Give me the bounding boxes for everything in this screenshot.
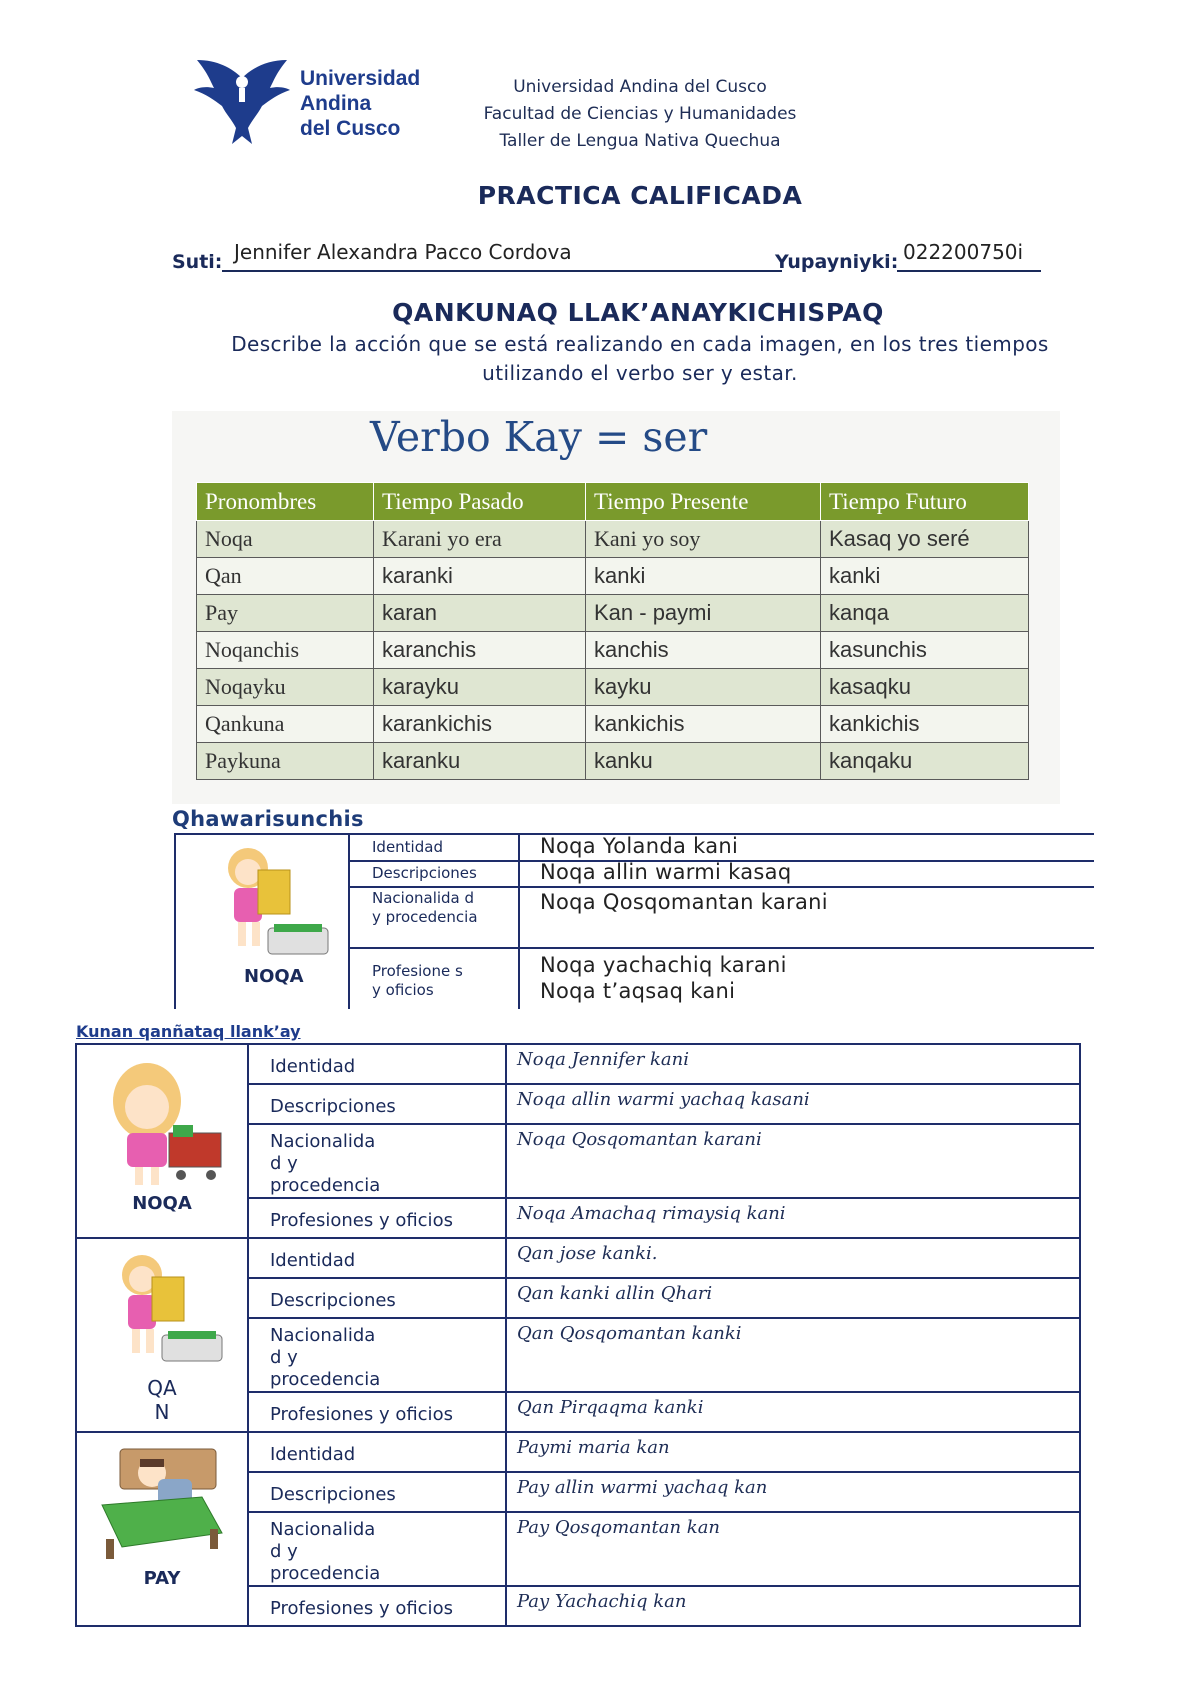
picture-caption: PAY <box>143 1568 181 1589</box>
example-row-value-2: Noqa t’aqsaq kani <box>540 979 736 1003</box>
past-cell: karayku <box>374 669 586 706</box>
example-row-label: Identidad <box>372 838 443 856</box>
pronoun-cell: Noqanchis <box>197 632 374 669</box>
row-label: Nacionalida d y procedencia <box>248 1512 506 1586</box>
future-cell: kankichis <box>821 706 1029 743</box>
table-row <box>197 669 1029 706</box>
logo-line-2: Andina <box>300 92 372 115</box>
table-row <box>76 1432 1080 1472</box>
page-title: PRACTICA CALIFICADA <box>477 181 803 210</box>
answer-field[interactable]: Noqa Jennifer kani <box>506 1044 1080 1084</box>
code-label: Yupayniyki: <box>775 251 899 273</box>
example-row-value: Noqa Yolanda kani <box>540 834 739 858</box>
future-cell: kasaqku <box>821 669 1029 706</box>
faculty-name: Facultad de Ciencias y Humanidades <box>483 104 797 124</box>
header-futuro: Tiempo Futuro <box>821 483 1029 521</box>
future-form: Kasaq yo seré <box>829 526 970 551</box>
future-cell: kasunchis <box>821 632 1029 669</box>
table-row <box>197 558 1029 595</box>
example-illustration <box>198 840 338 969</box>
pronoun-cell: Qan <box>197 558 374 595</box>
present-cell: kanki <box>586 558 821 595</box>
section-title: QANKUNAQ LLAK’ANAYKICHISPAQ <box>392 298 884 327</box>
row-label: Profesiones y oficios <box>248 1586 506 1626</box>
girl-folding-clothes-icon <box>92 1247 232 1372</box>
example-row-value: Noqa allin warmi kasaq <box>540 860 792 884</box>
answer-field[interactable]: Pay Qosqomantan kan <box>506 1512 1080 1586</box>
row-label: Descripciones <box>248 1278 506 1318</box>
answer-field[interactable]: Pay allin warmi yachaq kan <box>506 1472 1080 1512</box>
answer-field[interactable]: Qan jose kanki. <box>506 1238 1080 1278</box>
present-cell: kanchis <box>586 632 821 669</box>
verb-table-header-row <box>197 483 1029 521</box>
table-row <box>197 595 1029 632</box>
example-line-2 <box>348 886 1094 888</box>
row-label: Profesiones y oficios <box>248 1198 506 1238</box>
picture-caption: QA N <box>147 1376 177 1424</box>
row-label: Identidad <box>248 1432 506 1472</box>
answer-field[interactable]: Qan kanki allin Qhari <box>506 1278 1080 1318</box>
past-cell: karanki <box>374 558 586 595</box>
answer-field[interactable]: Paymi maria kan <box>506 1432 1080 1472</box>
past-cell: Karani yo era <box>374 521 586 558</box>
girl-folding-clothes-icon <box>198 840 338 965</box>
present-cell: kankichis <box>586 706 821 743</box>
past-cell: karanchis <box>374 632 586 669</box>
future-cell: kanqaku <box>821 743 1029 780</box>
row-label: Identidad <box>248 1238 506 1278</box>
answer-field[interactable]: Qan Qosqomantan kanki <box>506 1318 1080 1392</box>
example-line-3 <box>348 947 1094 949</box>
name-label: Suti: <box>172 251 223 273</box>
example-border-left <box>174 833 176 1009</box>
answer-table <box>75 1043 1081 1627</box>
pronoun-cell: Noqayku <box>197 669 374 706</box>
pronoun-cell: Paykuna <box>197 743 374 780</box>
answer-field[interactable]: Pay Yachachiq kan <box>506 1586 1080 1626</box>
table-row <box>197 521 1029 558</box>
present-cell: kayku <box>586 669 821 706</box>
row-label: Profesiones y oficios <box>248 1392 506 1432</box>
example-label: Qhawarisunchis <box>172 807 364 831</box>
past-cell: karan <box>374 595 586 632</box>
row-label: Nacionalida d y procedencia <box>248 1124 506 1198</box>
pronoun-cell: Pay <box>197 595 374 632</box>
table-row <box>197 632 1029 669</box>
answer-field[interactable]: Qan Pirqaqma kanki <box>506 1392 1080 1432</box>
example-row-label: Profesione s y oficios <box>372 962 463 999</box>
row-label: Descripciones <box>248 1472 506 1512</box>
verb-conjugation-table <box>196 482 1029 780</box>
institution-block <box>440 74 840 155</box>
girl-shopping-cart-icon <box>87 1059 237 1189</box>
future-cell <box>821 521 1029 558</box>
header-pasado: Tiempo Pasado <box>374 483 586 521</box>
logo-text <box>300 66 420 141</box>
table-row <box>197 743 1029 780</box>
table-row <box>197 706 1029 743</box>
row-label: Identidad <box>248 1044 506 1084</box>
answer-field[interactable]: Noqa Amachaq rimaysiq kani <box>506 1198 1080 1238</box>
picture-cell <box>76 1432 248 1626</box>
boy-in-bed-icon <box>92 1439 232 1564</box>
picture-caption: NOQA <box>132 1193 192 1214</box>
table-row <box>76 1044 1080 1084</box>
university-name: Universidad Andina del Cusco <box>513 77 767 97</box>
example-row-label: Descripciones <box>372 864 477 882</box>
row-label: Descripciones <box>248 1084 506 1124</box>
future-cell: kanqa <box>821 595 1029 632</box>
past-cell: karankichis <box>374 706 586 743</box>
logo-line-1: Universidad <box>300 67 421 90</box>
past-cell: karanku <box>374 743 586 780</box>
picture-cell <box>76 1238 248 1432</box>
student-code-field[interactable]: 022200750i <box>897 240 1041 272</box>
logo-line-3: del Cusco <box>300 117 401 140</box>
present-cell: kanku <box>586 743 821 780</box>
answer-field[interactable]: Noqa Qosqomantan karani <box>506 1124 1080 1198</box>
instructions: Describe la acción que se está realizando en cada imagen, en los tres tiempos utilizando el verbo ser y estar. <box>231 332 1049 385</box>
future-cell: kanki <box>821 558 1029 595</box>
present-cell: Kani yo soy <box>586 521 821 558</box>
example-row-label: Nacionalida d y procedencia <box>372 889 478 926</box>
table-row <box>76 1238 1080 1278</box>
pronoun-cell: Qankuna <box>197 706 374 743</box>
pronoun-cell: Noqa <box>197 521 374 558</box>
example-row-value: Noqa Qosqomantan karani <box>540 890 828 914</box>
picture-cell <box>76 1044 248 1238</box>
example-row-value: Noqa yachachiq karani <box>540 953 787 977</box>
student-name-field[interactable]: Jennifer Alexandra Pacco Cordova <box>222 240 782 272</box>
workshop-name: Taller de Lengua Nativa Quechua <box>499 131 781 151</box>
eagle-logo-icon <box>192 58 292 148</box>
row-label: Nacionalida d y procedencia <box>248 1318 506 1392</box>
example-caption: NOQA <box>244 966 304 987</box>
answer-field[interactable]: Noqa allin warmi yachaq kasani <box>506 1084 1080 1124</box>
header-pronombres: Pronombres <box>197 483 374 521</box>
verb-table-title: Verbo Kay = ser <box>370 413 708 461</box>
exercise-label: Kunan qanñataq llank’ay <box>76 1022 301 1041</box>
present-cell: Kan - paymi <box>586 595 821 632</box>
header-presente: Tiempo Presente <box>586 483 821 521</box>
